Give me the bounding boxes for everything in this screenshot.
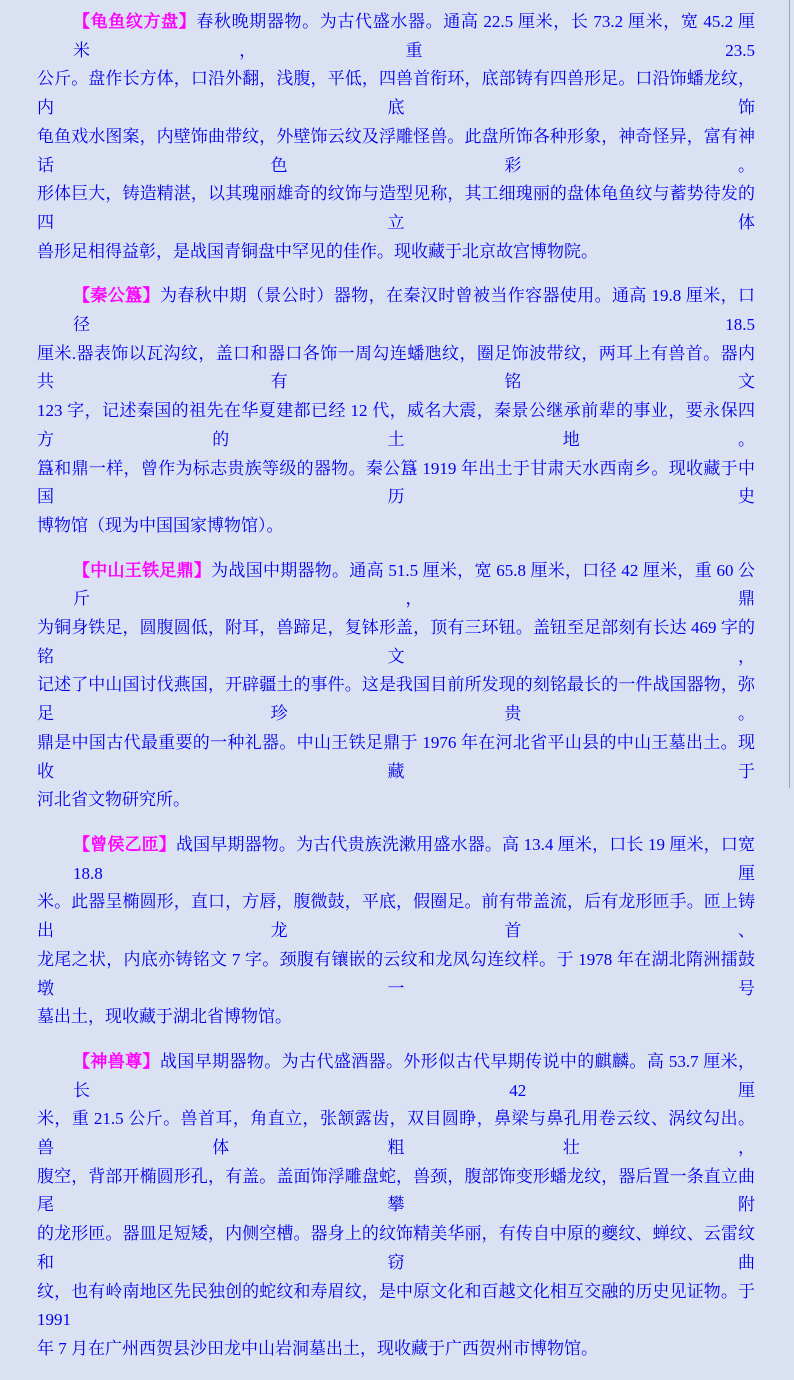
artifact-name-label: 【龟鱼纹方盘】 <box>73 12 197 32</box>
artifact-name-label: 【中山王铁足鼎】 <box>73 560 212 581</box>
right-border-line <box>789 0 790 788</box>
line-text: 年 7 月在广州西贺县沙田龙中山岩洞墓出土，现收藏于广西贺州市博物馆。 <box>37 1338 598 1358</box>
text-line <box>37 455 755 512</box>
line-text: 墓出土，现收藏于湖北省博物馆。 <box>37 1007 292 1027</box>
line-text: 米，重 21.5 公斤。兽首耳，角直立，张颔露齿，双目圆睁，鼻梁与鼻孔用卷云纹、涡纹勾出。兽体粗壮， <box>37 1109 755 1158</box>
paragraph-zeng-hou-yi-yi <box>37 831 755 1032</box>
text-line <box>37 786 755 815</box>
artifact-name-label: 【秦公簋】 <box>73 286 160 307</box>
text-line <box>37 1163 755 1220</box>
line-text: 的龙形匝。器皿足短矮，内侧空槽。器身上的纹饰精美华丽，有传自中原的夔纹、蝉纹、云雷纹和窃曲 <box>37 1224 755 1272</box>
line-text: 米。此器呈椭圆形，直口，方唇，腹微鼓，平底，假圈足。前有带盖流，后有龙形匝手。匝上铸出龙首、 <box>37 892 755 941</box>
paragraph-qin-gong-gui <box>37 282 755 540</box>
line-text: 博物馆（现为中国国家博物馆）。 <box>37 515 284 535</box>
text-line <box>37 123 755 180</box>
artifact-name-label: 【曾侯乙匝】 <box>73 834 176 855</box>
text-line <box>37 729 755 786</box>
text-line <box>37 557 755 614</box>
line-text: 河北省文物研究所。 <box>37 790 190 810</box>
text-line <box>37 65 755 122</box>
paragraph-zhongshan-tripod <box>37 557 755 815</box>
line-text: 战国早期器物。为古代盛酒器。外形似古代早期传说中的麒麟。高 53.7 厘米，长 42 厘 <box>73 1051 756 1100</box>
paragraph-mythical-beast-zun <box>37 1048 755 1364</box>
text-line <box>37 1335 755 1364</box>
text-line <box>37 397 755 454</box>
line-text: 簋和鼎一样，曾作为标志贵族等级的器物。秦公簋 1919 年出土于甘肃天水西南乡。现收藏于中国历史 <box>37 458 755 507</box>
line-text: 123 字，记述秦国的祖先在华夏建都已经 12 代，威名大震，秦景公继承前辈的事业，要永保四方的土地。 <box>37 401 755 449</box>
text-line <box>37 8 755 65</box>
text-line <box>37 946 755 1003</box>
text-line <box>37 512 755 541</box>
text-line <box>37 614 755 671</box>
line-text: 为铜身铁足，圆腹圆低，附耳，兽蹄足，复钵形盖，顶有三环钮。盖钮至足部刻有长达 469 字的铭文， <box>37 618 755 666</box>
line-text: 兽形足相得益彰，是战国青铜盘中罕见的佳作。现收藏于北京故宫博物院。 <box>37 241 598 261</box>
text-line <box>37 831 755 888</box>
text-line <box>37 1003 755 1032</box>
line-text: 龟鱼戏水图案，内壁饰曲带纹，外壁饰云纹及浮雕怪兽。此盘所饰各种形象，神奇怪异，富有神话色彩。 <box>37 126 755 175</box>
text-line <box>37 238 755 267</box>
text-line <box>37 282 755 339</box>
paragraph-turtle-fish-plate <box>37 8 755 266</box>
text-line <box>37 340 755 397</box>
document-body <box>37 8 755 1380</box>
line-text: 腹空，背部开椭圆形孔，有盖。盖面饰浮雕盘蛇，兽颈，腹部饰变形蟠龙纹，器后置一条直立曲尾攀附 <box>37 1166 755 1215</box>
line-text: 鼎是中国古代最重要的一种礼器。中山王铁足鼎于 1976 年在河北省平山县的中山王墓出土。现收藏于 <box>37 732 755 781</box>
text-line <box>37 888 755 945</box>
line-text: 厘米.器表饰以瓦沟纹，盖口和器口各饰一周勾连蟠虺纹，圈足饰波带纹，两耳上有兽首。器内共有铭文 <box>37 343 755 392</box>
line-text: 战国早期器物。为古代贵族洗漱用盛水器。高 13.4 厘米，口长 19 厘米，口宽 18.8 厘 <box>73 834 756 883</box>
text-line <box>37 1278 755 1335</box>
text-line <box>37 1105 755 1162</box>
text-line <box>37 180 755 237</box>
text-line <box>37 1220 755 1277</box>
line-text: 形体巨大，铸造精湛，以其瑰丽雄奇的纹饰与造型见称，其工细瑰丽的盘体龟鱼纹与蓄势待发的四立体 <box>37 184 755 232</box>
line-text: 春秋晚期器物。为古代盛水器。通高 22.5 厘米，长 73.2 厘米，宽 45.2 厘米，重 23.5 <box>73 12 756 60</box>
artifact-name-label: 【神兽尊】 <box>73 1051 160 1072</box>
text-line <box>37 671 755 728</box>
line-text: 龙尾之状，内底亦铸铭文 7 字。颈腹有镶嵌的云纹和龙凤勾连纹样。于 1978 年在湖北隋洲擂鼓墩一号 <box>37 949 755 998</box>
line-text: 纹，也有岭南地区先民独创的蛇纹和寿眉纹，是中原文化和百越文化相互交融的历史见证物。于 1991 <box>37 1281 755 1330</box>
line-text: 公斤。盘作长方体，口沿外翻，浅腹，平低，四兽首衔环，底部铸有四兽形足。口沿饰蟠龙纹，内底饰 <box>37 69 755 118</box>
text-line <box>37 1048 755 1105</box>
line-text: 记述了中山国讨伐燕国，开辟疆土的事件。这是我国目前所发现的刻铭最长的一件战国器物，弥足珍贵。 <box>37 675 755 724</box>
line-text: 为春秋中期（景公时）器物，在秦汉时曾被当作容器使用。通高 19.8 厘米，口径 18.5 <box>73 286 756 335</box>
line-text: 为战国中期器物。通高 51.5 厘米，宽 65.8 厘米，口径 42 厘米，重 60 公斤，鼎 <box>73 560 756 609</box>
